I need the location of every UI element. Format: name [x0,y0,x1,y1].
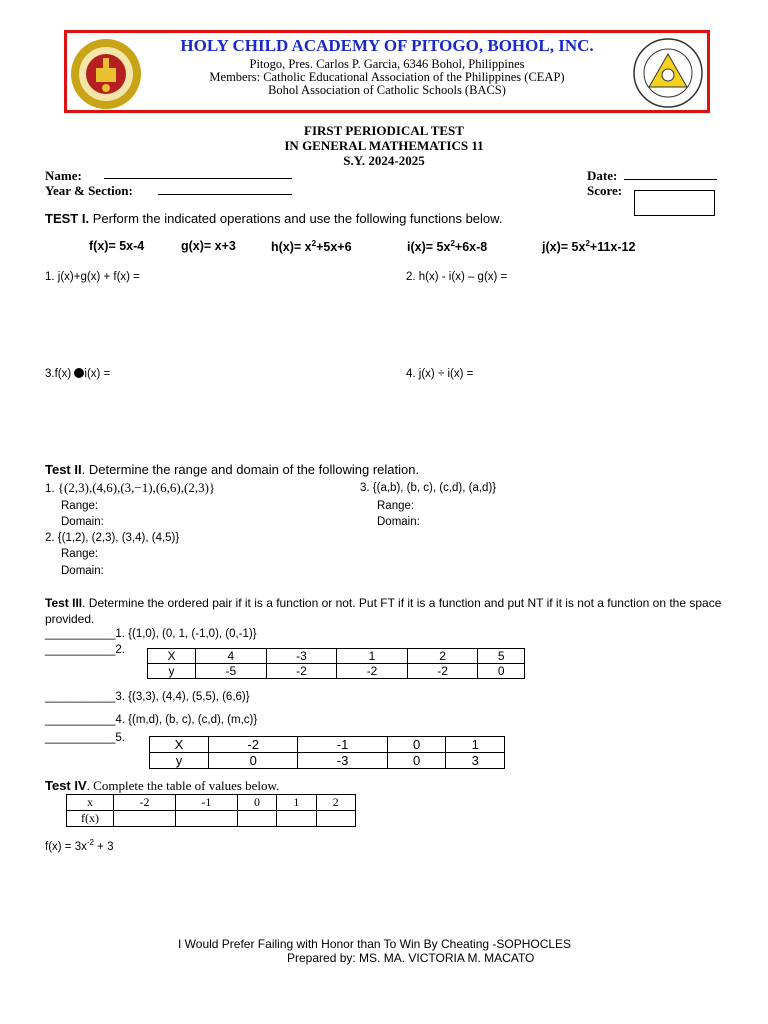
table-header-y: y [150,753,209,769]
table-row [150,737,505,753]
test4-heading [45,778,279,794]
test2-heading [45,462,419,477]
test2-q1-domain: Domain: [61,516,104,528]
table-cell: -5 [196,664,267,679]
subject-title: IN GENERAL MATHEMATICS 11 [284,138,484,153]
association-line: Bohol Association of Catholic Schools (BACS) [268,83,506,97]
function-j: $j(x)= 5x^2+11x-12$ [542,239,636,255]
score-label: Score: [587,183,623,198]
score-box[interactable] [634,190,715,216]
table-header-x: x [67,795,114,811]
test4-instruction: . Complete the table of values below. [86,778,280,793]
table-header-fx: f(x) [67,811,114,827]
table-cell: 2 [316,795,355,811]
table-cell: 1 [337,649,408,664]
test1-label: TEST I. [45,211,90,226]
table-cell: 2 [407,649,478,664]
answer-blank[interactable]: ___________ [45,691,116,703]
table-row [148,664,525,679]
test3-question-4: ___________4. {(m,d), (b, c), (c,d), (m,c)} [45,714,258,726]
table-header-y: y [148,664,196,679]
table-cell: 3 [446,753,505,769]
membership-line: Members: Catholic Educational Association of the Philippines (CEAP) [209,70,565,84]
table-cell: 4 [196,649,267,664]
test1-question-1: 1. j(x)+g(x) + f(x) = [45,271,140,283]
answer-blank[interactable]: ___________ [45,628,116,640]
test3-table-5 [149,736,505,769]
test2-q2-range: Range: [61,548,99,560]
table-row [150,753,505,769]
test3-question-1: ___________1. {(1,0), (0, 1, (-1,0), (0,-1)} [45,628,257,640]
school-year: S.Y. 2024-2025 [343,153,425,168]
table-cell: -2 [209,737,298,753]
test3-instruction: . Determine the ordered pair if it is a function or not. Put FT if it is a function and put NT if it is not a [82,596,604,610]
answer-cell[interactable] [175,811,237,827]
test2-q2-domain: Domain: [61,565,104,577]
test2-q3-range: Range: [377,500,415,512]
table-cell: -2 [114,795,176,811]
table-cell: 0 [387,737,446,753]
year-section-label: Year & Section: [45,183,133,198]
function-h: $h(x)= x^2+5x+6$ [271,239,352,255]
test3-label: Test III [45,596,83,610]
table-cell: -2 [266,664,337,679]
table-cell: 5 [478,649,525,664]
test2-instruction: . Determine the range and domain of the following relation. [81,462,420,477]
school-address: Pitogo, Pres. Carlos P. Garcia, 6346 Bohol, Philippines [249,57,525,71]
test2-q1-range: Range: [61,500,99,512]
answer-cell[interactable] [316,811,355,827]
answer-cell[interactable] [237,811,276,827]
test4-value-table [66,794,356,827]
answer-cell[interactable] [277,811,316,827]
school-name: HOLY CHILD ACADEMY OF PITOGO, BOHOL, INC. [180,36,594,55]
school-seal-logo [70,38,142,110]
test2-question-1: 1. {(2,3),(4,6),(3,−1),(6,6),(2,3)} [45,480,216,495]
test2-label: Test II [45,462,82,477]
test1-question-3: 3.f(x) i(x) = [45,368,111,380]
test4-function: $f(x) = 3x^{-2} + 3$ [45,838,114,853]
date-field[interactable] [624,179,717,180]
function-i: $i(x)= 5x^2+6x-8$ [407,239,488,255]
test2-q3-domain: Domain: [377,516,420,528]
table-row [67,795,356,811]
table-cell: 0 [387,753,446,769]
multiply-dot-icon [74,368,84,378]
table-header-x: X [150,737,209,753]
test2-question-3: 3. {(a,b), (b, c), (c,d), (a,d)} [360,482,497,494]
table-cell: 1 [446,737,505,753]
test3-heading: Test III. Determine the ordered pair if it is a function or not. Put FT if it is a function and put NT if it is not a function on the space provided. [45,596,722,626]
answer-blank[interactable]: ___________ [45,644,116,656]
table-cell: -3 [266,649,337,664]
table-cell: -3 [298,753,387,769]
table-row [67,811,356,827]
table-cell: -1 [298,737,387,753]
answer-blank[interactable]: ___________ [45,714,116,726]
footer-quote: I Would Prefer Failing with Honor than To Win By Cheating -SOPHOCLES [178,937,572,951]
answer-blank[interactable]: ___________ [45,732,116,744]
test-title: FIRST PERIODICAL TEST [304,123,464,138]
function-g: g(x)= x+3 [181,239,236,253]
test3-question-5: ___________5. [45,732,125,744]
test1-question-2: 2. h(x) - i(x) – g(x) = [406,271,508,283]
test1-instruction: Perform the indicated operations and use the following functions below. [92,211,503,226]
test1-heading [45,211,502,226]
table-header-x: X [148,649,196,664]
prepared-by: Prepared by: MS. MA. VICTORIA M. MACATO [287,951,535,965]
table-cell: 0 [237,795,276,811]
table-row [148,649,525,664]
school-header [64,30,710,113]
year-section-field[interactable] [158,194,292,195]
name-field[interactable] [104,178,292,179]
function-f: f(x)= 5x-4 [89,239,145,253]
test4-label: Test IV [45,778,87,793]
table-cell: 0 [478,664,525,679]
table-cell: -2 [337,664,408,679]
table-cell: -1 [175,795,237,811]
test1-question-4: 4. j(x) ÷ i(x) = [406,368,474,380]
table-cell: -2 [407,664,478,679]
answer-cell[interactable] [114,811,176,827]
table-cell: 1 [277,795,316,811]
test2-question-2: 2. {(1,2), (2,3), (3,4), (4,5)} [45,532,180,544]
date-label: Date: [587,168,618,183]
test3-question-3: ___________3. {(3,3), (4,4), (5,5), (6,6)} [45,691,250,703]
name-label: Name: [45,168,82,183]
association-seal-logo [632,37,704,109]
table-cell: 0 [209,753,298,769]
test3-table-2 [147,648,525,679]
test3-question-2: ___________2. [45,644,125,656]
